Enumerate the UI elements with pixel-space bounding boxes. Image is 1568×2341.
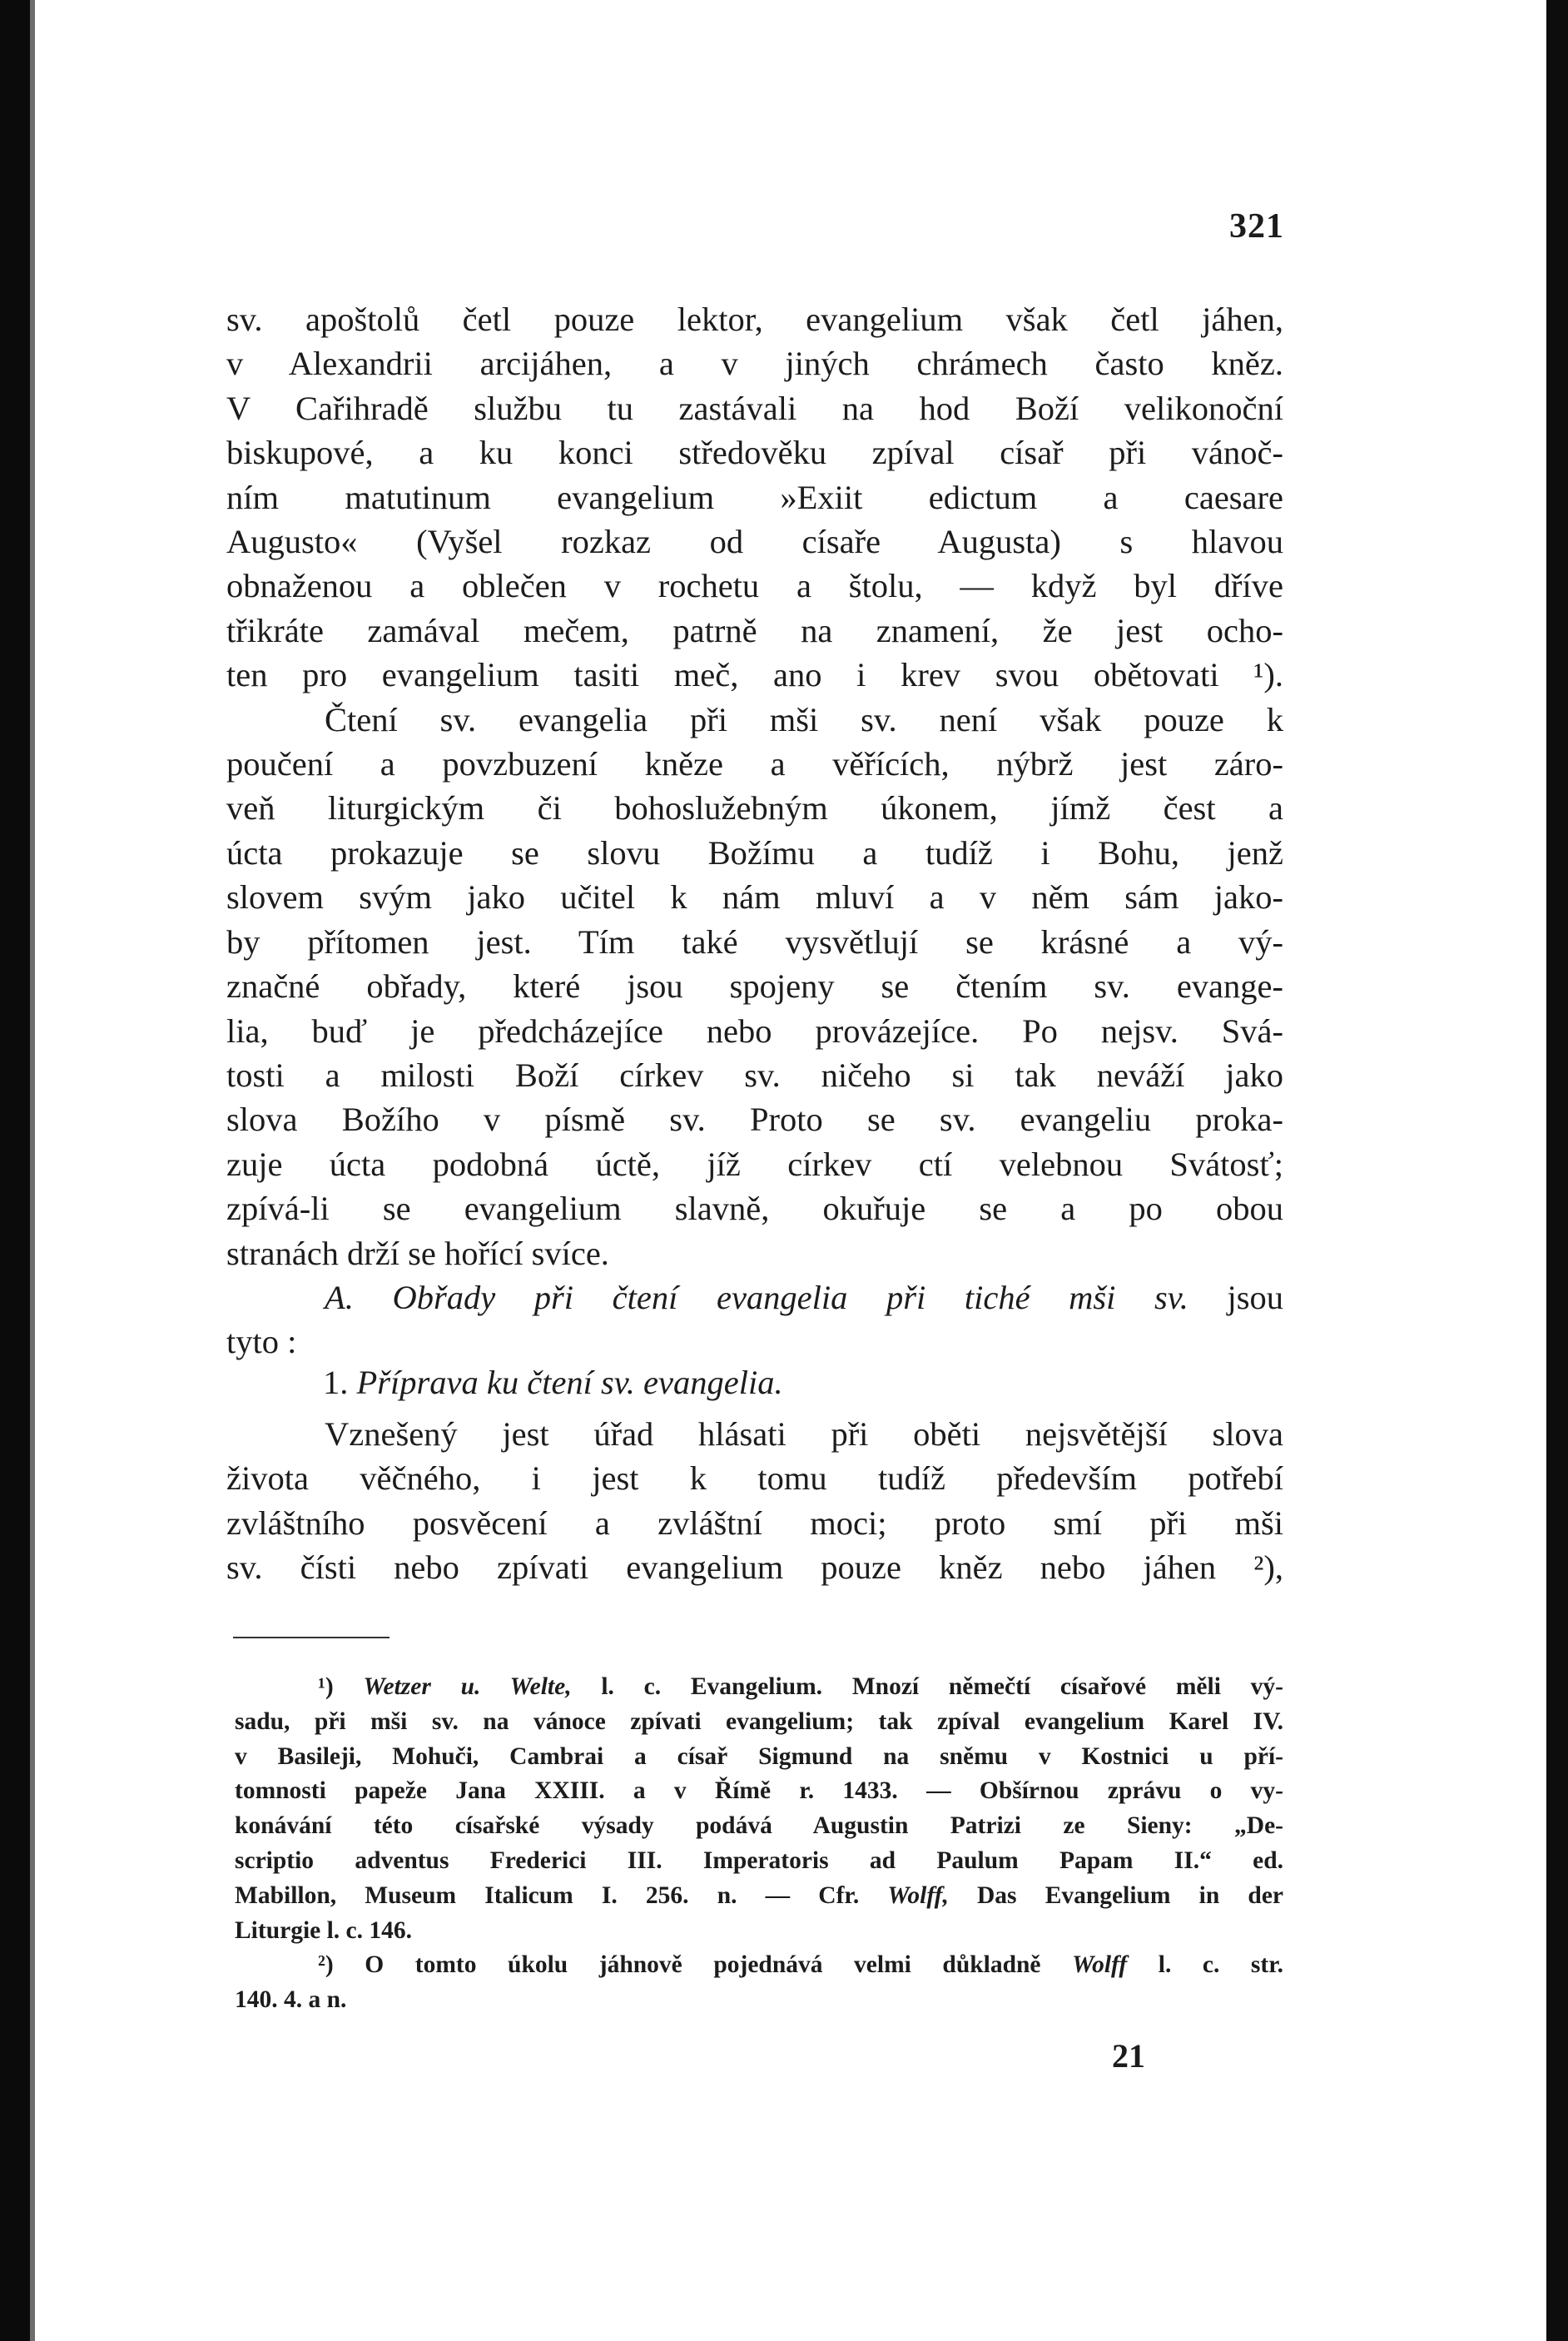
- footnote-1-authors: Wetzer u. Welte,: [363, 1673, 572, 1700]
- scan-edge-left: [0, 0, 30, 2341]
- footnote-text: Das Evangelium in der: [948, 1881, 1284, 1909]
- footnote-author-wolff: Wolff: [1072, 1951, 1128, 1979]
- main-text: [226, 297, 1283, 1364]
- text-line: Augusto« (Vyšel rozkaz od císaře Augusta) s hlavou: [226, 523, 1283, 561]
- text-line: obnaženou a oblečen v rochetu a štolu, — když byl dříve: [226, 567, 1283, 605]
- scan-edge-right: [1546, 0, 1568, 2341]
- footnote-text: Mabillon, Museum Italicum I. 256. n. — Cfr.: [235, 1881, 888, 1909]
- text-line: sv. apoštolů četl pouze lektor, evangelium však četl jáhen,: [226, 301, 1283, 338]
- footnotes: [235, 1670, 1283, 2018]
- text-line: značné obřady, které jsou spojeny se čtením sv. evange-: [226, 967, 1283, 1006]
- text-line: tyto :: [226, 1323, 297, 1361]
- footnote-line: 140. 4. a n.: [235, 1986, 347, 2014]
- text-line: ním matutinum evangelium »Exiit edictum a caesare: [226, 478, 1283, 516]
- text-line: zuje úcta podobná úctě, jíž církev ctí velebnou Svátosť;: [226, 1145, 1283, 1183]
- scan-edge-left-shadow: [30, 0, 35, 2341]
- section-a-line: [226, 1275, 1283, 1320]
- footnote-1-line: [235, 1670, 1283, 1705]
- text-line: života věčného, i jest k tomu tudíž především potřebí: [226, 1459, 1283, 1498]
- text-line: tosti a milosti Boží církev sv. ničeho si tak neváží jako: [226, 1056, 1283, 1094]
- footnote-line: scriptio adventus Frederici III. Imperatoris ad Paulum Papam II.“ ed.: [235, 1846, 1283, 1874]
- text-line: v Alexandrii arcijáhen, a v jiných chrámech často kněz.: [226, 345, 1283, 383]
- footnote-separator: [233, 1637, 390, 1638]
- footnote-line: [235, 1879, 1283, 1914]
- footnote-line: konávání této císařské výsady podává Augustin Patrizi ze Sieny: „De-: [235, 1812, 1283, 1840]
- text-line: slova Božího v písmě sv. Proto se sv. evangeliu proka-: [226, 1101, 1283, 1139]
- text-line: zvláštního posvěcení a zvláštní moci; proto smí při mši: [226, 1504, 1283, 1542]
- section-a-title: A. Obřady při čtení evangelia při tiché mši sv.: [325, 1278, 1188, 1316]
- text-line: Vznešený jest úřad hlásati při oběti nejsvětější slova: [325, 1415, 1283, 1453]
- text-line: úcta prokazuje se slovu Božímu a tudíž i Bohu, jenž: [226, 833, 1283, 872]
- subsection-number: 1.: [323, 1364, 357, 1401]
- footnote-text: O tomto úkolu jáhnově pojednává velmi důkladně: [333, 1951, 1073, 1979]
- main-text-continued: [226, 1412, 1283, 1590]
- text-line: veň liturgickým či bohoslužebným úkonem, jímž čest a: [226, 789, 1283, 828]
- text-line: Čtení sv. evangelia při mši sv. není však pouze k: [325, 700, 1283, 738]
- footnote-2-line: [235, 1948, 1283, 1983]
- subsection-title: Příprava ku čtení sv. evangelia.: [356, 1364, 783, 1401]
- footnote-1-text: l. c. Evangelium. Mnozí němečtí císařové měli vý-: [571, 1673, 1283, 1700]
- page-number: 321: [1229, 207, 1284, 246]
- footnote-text: l. c. str.: [1127, 1951, 1283, 1979]
- subsection-heading: [323, 1363, 783, 1402]
- footnote-line: v Basileji, Mohuči, Cambrai a císař Sigmund na sněmu v Kostnici u pří-: [235, 1742, 1283, 1770]
- text-line: by přítomen jest. Tím také vysvětlují se krásné a vý-: [226, 922, 1283, 961]
- footnote-line: Liturgie l. c. 146.: [235, 1916, 413, 1944]
- text-line: poučení a povzbuzení kněze a věřících, nýbrž jest záro-: [226, 745, 1283, 783]
- footnote-line: sadu, při mši sv. na vánoce zpívati evangelium; tak zpíval evangelium Karel IV.: [235, 1707, 1283, 1735]
- section-a-rest: jsou: [1188, 1278, 1284, 1316]
- text-line: lia, buď je předcházejíce nebo provázejíce. Po nejsv. Svá-: [226, 1011, 1283, 1050]
- footnote-author-wolff: Wolff,: [887, 1881, 949, 1909]
- text-line: ten pro evangelium tasiti meč, ano i krev svou obětovati ¹).: [226, 656, 1283, 694]
- text-line: V Cařihradě službu tu zastávali na hod Boží velikonoční: [226, 389, 1283, 427]
- text-line: stranách drží se hořící svíce.: [226, 1234, 609, 1272]
- text-line: sv. čísti nebo zpívati evangelium pouze kněz nebo jáhen ²),: [226, 1548, 1283, 1587]
- text-line: třikráte zamával mečem, patrně na znamení, že jest ocho-: [226, 611, 1283, 649]
- footnote-2-mark: ²): [318, 1951, 334, 1979]
- footnote-line: tomnosti papeže Jana XXIII. a v Římě r. 1433. — Obšírnou zprávu o vy-: [235, 1777, 1283, 1805]
- text-line: slovem svým jako učitel k nám mluví a v něm sám jako-: [226, 878, 1283, 917]
- text-line: zpívá-li se evangelium slavně, okuřuje se a po obou: [226, 1190, 1283, 1228]
- footnote-1-mark: ¹): [318, 1673, 334, 1700]
- text-line: biskupové, a ku konci středověku zpíval císař při vánoč-: [226, 434, 1283, 472]
- signature-mark: 21: [1112, 2037, 1145, 2075]
